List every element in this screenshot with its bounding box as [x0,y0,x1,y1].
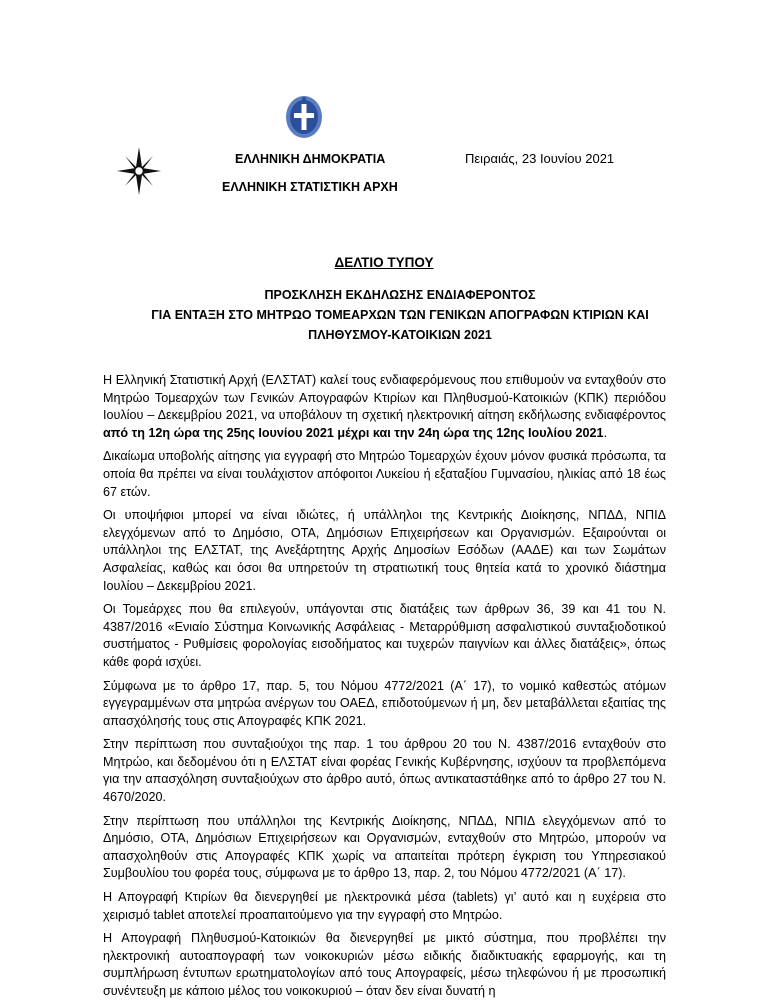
paragraph-text-end: . [603,425,608,440]
paragraph-invitation [103,372,666,442]
subtitle-line: ΓΙΑ ΕΝΤΑΞΗ ΣΤΟ ΜΗΤΡΩΟ ΤΟΜΕΑΡΧΩΝ ΤΩΝ ΓΕΝΙΚΩΝ ΑΠΟΓΡΑΦΩΝ ΚΤΙΡΙΩΝ ΚΑΙ [151,308,649,322]
subtitle-line: ΠΡΟΣΚΛΗΣΗ ΕΚΔΗΛΩΣΗΣ ΕΝΔΙΑΦΕΡΟΝΤΟΣ [264,288,536,302]
document-body [103,372,666,1007]
org-name-authority: ΕΛΛΗΝΙΚΗ ΣΤΑΤΙΣΤΙΚΗ ΑΡΧΗ [222,180,398,194]
elstat-star-logo-icon [117,147,161,195]
paragraph-population-census: Η Απογραφή Πληθυσμού-Κατοικιών θα διενεργηθεί με μικτό σύστημα, που προβλέπει την ηλεκτρονική αυτοαπογραφή των νοικοκυριών μέσω ειδικής διαδικτυακής εφαρμογής, και τη συμπλήρωση έντυπων ερωτηματολογίων από τους Απογραφείς, μέσω τηλεφώνου ή με προσωπική συνέντευξη με κάποιο μέλος του νοικοκυριού – όταν δεν είναι δυνατή η [103,931,666,998]
deadline-highlight: από τη 12η ώρα της 25ης Ιουνίου 2021 μέχρι και την 24η ώρα της 12ης Ιουλίου 2021 [103,425,604,440]
org-name-republic: ΕΛΛΗΝΙΚΗ ΔΗΜΟΚΡΑΤΙΑ [235,152,386,166]
paragraph-unemployed-status: Σύμφωνα με το άρθρο 17, παρ. 5, του Νόμου 4772/2021 (Α΄ 17), το νομικό καθεστώς ατόμων εγγεγραμμένων στα μητρώα ανέργων του ΟΑΕΔ, επιδοτούμενων ή μη, δεν μεταβάλλεται εξαιτίας της απασχόλησής τους στις Απογραφές ΚΠΚ 2021. [103,678,666,728]
subtitle-line: ΠΛΗΘΥΣΜΟΥ-ΚΑΤΟΙΚΙΩΝ 2021 [308,328,492,342]
paragraph-pensioners: Στην περίπτωση που συνταξιούχοι της παρ. 1 του άρθρου 20 του Ν. 4387/2016 ενταχθούν στο Μητρώο, και δεδομένου ότι η ΕΛΣΤΑΤ είναι φορέας Γενικής Κυβέρνησης, ισχύουν τα προβλεπόμενα για την απασχόληση συνταξιούχων στο άρθρο αυτό, όπως αντικαταστάθηκε από το άρθρο 27 του Ν. 4670/2020. [103,737,666,805]
paragraph-legal-framework: Οι Τομεάρχες που θα επιλεγούν, υπάγονται στις διατάξεις των άρθρων 36, 39 και 41 του Ν. 4387/2016 «Ενιαίο Σύστημα Κοινωνικής Ασφάλειας - Μεταρρύθμιση ασφαλιστικού συνταξιοδοτικού συστήματος - Ρυθμίσεις φορολογίας εισοδήματος και τυχερών παιγνίων και άλλες διατάξεις», όπως κάθε φορά ισχύει. [103,602,666,669]
document-subtitle [150,285,650,345]
document-date: Πειραιάς, 23 Ιουνίου 2021 [465,151,615,166]
paragraph-eligibility: Δικαίωμα υποβολής αίτησης για εγγραφή στο Μητρώο Τομεαρχών έχουν μόνον φυσικά πρόσωπα, τα οποία θα πρέπει να είναι τουλάχιστον απόφοιτοι Λυκείου ή εξαταξίου Γυμνασίου, ηλικίας από 18 έως 67 ετών. [103,449,666,499]
paragraph-text: Η Ελληνική Στατιστική Αρχή (ΕΛΣΤΑΤ) καλεί τους ενδιαφερόμενους που επιθυμούν να ενταχθούν στο Μητρώο Τομεαρχών των Γενικών Απογραφών Κτιρίων και Πληθυσμού-Κατοικιών (ΚΠΚ) περιόδου Ιουλίου – Δεκεμβρίου 2021, να υποβάλουν τη σχετική ηλεκτρονική αίτηση εκδήλωσης ενδιαφέροντος [103,373,666,423]
paragraph-building-census: Η Απογραφή Κτιρίων θα διενεργηθεί με ηλεκτρονικά μέσα (tablets) γι’ αυτό και η ευχέρεια στο χειρισμό tablet αποτελεί προαπαιτούμενο για την εγγραφή στο Μητρώο. [103,890,666,922]
paragraph-public-employees: Στην περίπτωση που υπάλληλοι της Κεντρικής Διοίκησης, ΝΠΔΔ, ΝΠΙΔ ελεγχόμενων από το Δημόσιο, ΟΤΑ, Δημόσιων Επιχειρήσεων και Οργανισμών, ενταχθούν στο Μητρώο, μπορούν να απασχοληθούν στις Απογραφές ΚΠΚ χωρίς να απαιτείται πρότερη έγκριση του Υπηρεσιακού Συμβουλίου του φορέα τους, σύμφωνα με το άρθρο 13, παρ. 2, του Νόμου 4772/2021 (Α΄ 17). [103,813,666,881]
paragraph-candidates: Οι υποψήφιοι μπορεί να είναι ιδιώτες, ή υπάλληλοι της Κεντρικής Διοίκησης, ΝΠΔΔ, ΝΠΙΔ ελεγχόμενων από το Δημόσιο, ΟΤΑ, Δημόσιων Επιχειρήσεων και Οργανισμών. Εξαιρούνται οι υπάλληλοι της ΕΛΣΤΑΤ, της Ανεξάρτητης Αρχής Δημοσίων Εσόδων (ΑΑΔΕ) και των Σωμάτων Ασφαλείας, καθώς και όσοι θα υπηρετούν τη στρατιωτική τους θητεία κατά το χρονικό διάστημα Ιουλίου – Δεκεμβρίου 2021. [103,508,666,593]
greek-coat-of-arms-icon [284,94,324,140]
document-title: ΔΕΛΤΙΟ ΤΥΠΟΥ [334,255,434,270]
